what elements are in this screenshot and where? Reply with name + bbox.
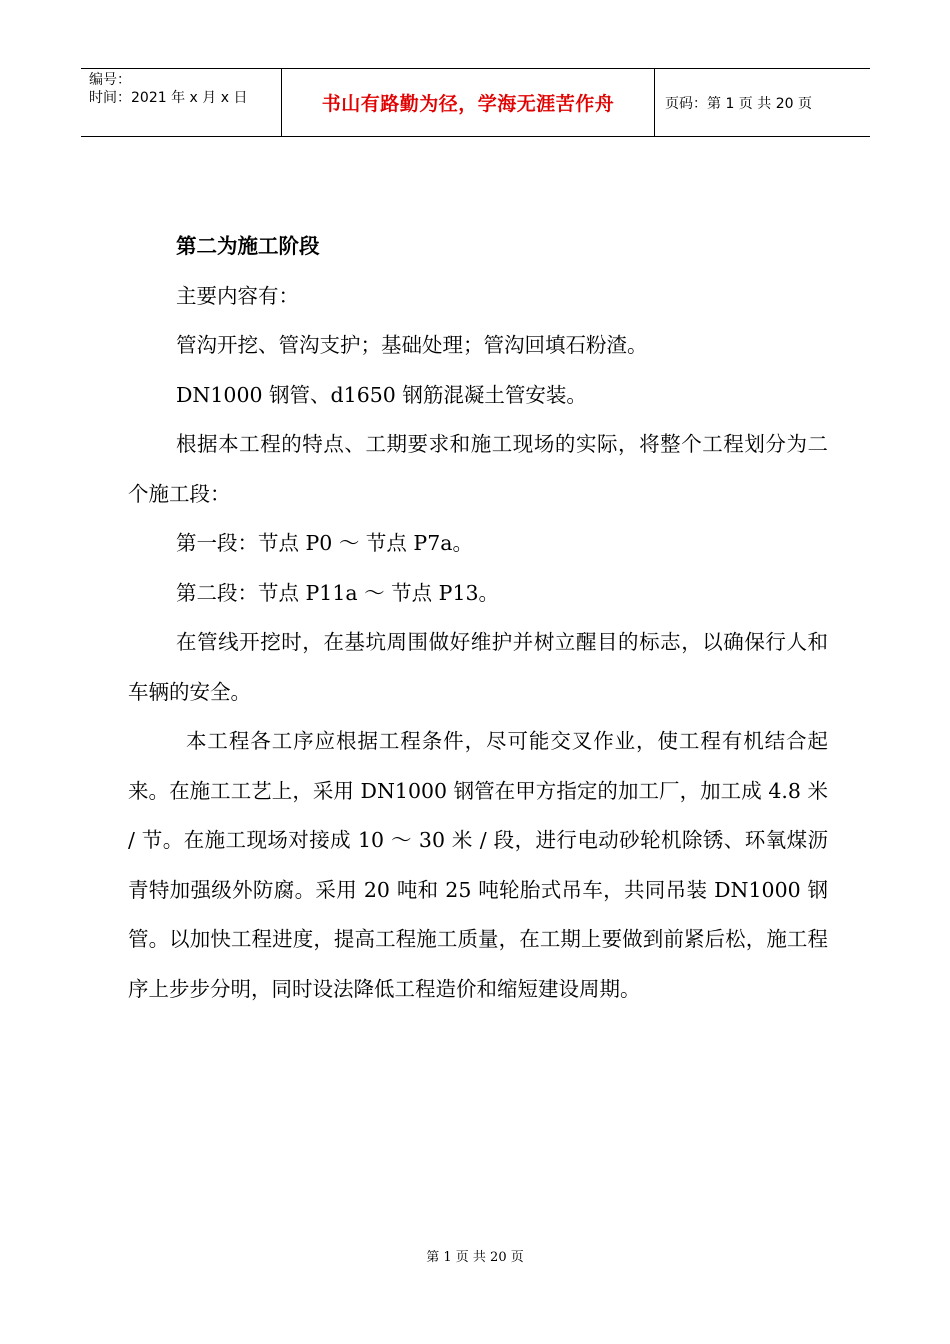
header-motto-cell (282, 69, 655, 136)
page-info: 页码：第 1 页 共 20 页 (665, 95, 812, 112)
section-heading: 第二为施工阶段 (176, 234, 320, 258)
serial-number-label: 编号： (89, 72, 131, 88)
body-paragraph: 本工程各工序应根据工程条件，尽可能交叉作业，使工程有机结合起来。在施工工艺上，采用 DN1000 钢管在甲方指定的加工厂，加工成 4.8 米 / 节。在施工现场对接成 10 ～ 30 米 / 段，进行电动砂轮机除锈、环氧煤沥青特加强级外防腐。采用 20 吨和 25 吨轮胎式吊车，共同吊装 DN1000 钢管。以加快工程进度，提高工程施工质量，在工期上要做到前紧后松，施工程序上步步分明，同时设法降低工程造价和缩短建设周期。 (128, 729, 828, 1001)
body-paragraph: 管沟开挖、管沟支护；基础处理；管沟回填石粉渣。 (176, 333, 648, 357)
header-page-cell (655, 69, 870, 136)
body-paragraph: 主要内容有： (176, 283, 299, 308)
footer-page-number: 第 1 页 共 20 页 (426, 1250, 524, 1265)
header-meta-cell (81, 69, 282, 136)
page-footer (0, 1246, 950, 1265)
body-paragraph: 第二段：节点 P11a ～ 节点 P13。 (176, 580, 500, 605)
body-paragraph: DN1000 钢管、d1650 钢筋混凝土管安装。 (176, 382, 587, 407)
body-paragraph: 在管线开挖时，在基坑周围做好维护并树立醒目的标志，以确保行人和车辆的安全。 (128, 630, 828, 704)
motto-text: 书山有路勤为径，学海无涯苦作舟 (321, 93, 615, 115)
body-paragraph: 根据本工程的特点、工期要求和施工现场的实际，将整个工程划分为二个施工段： (128, 432, 828, 506)
document-body (128, 222, 828, 1014)
document-header (81, 68, 870, 137)
date-label: 时间：2021 年 x 月 x 日 (89, 90, 248, 106)
body-paragraph: 第一段：节点 P0 ～ 节点 P7a。 (176, 531, 473, 555)
